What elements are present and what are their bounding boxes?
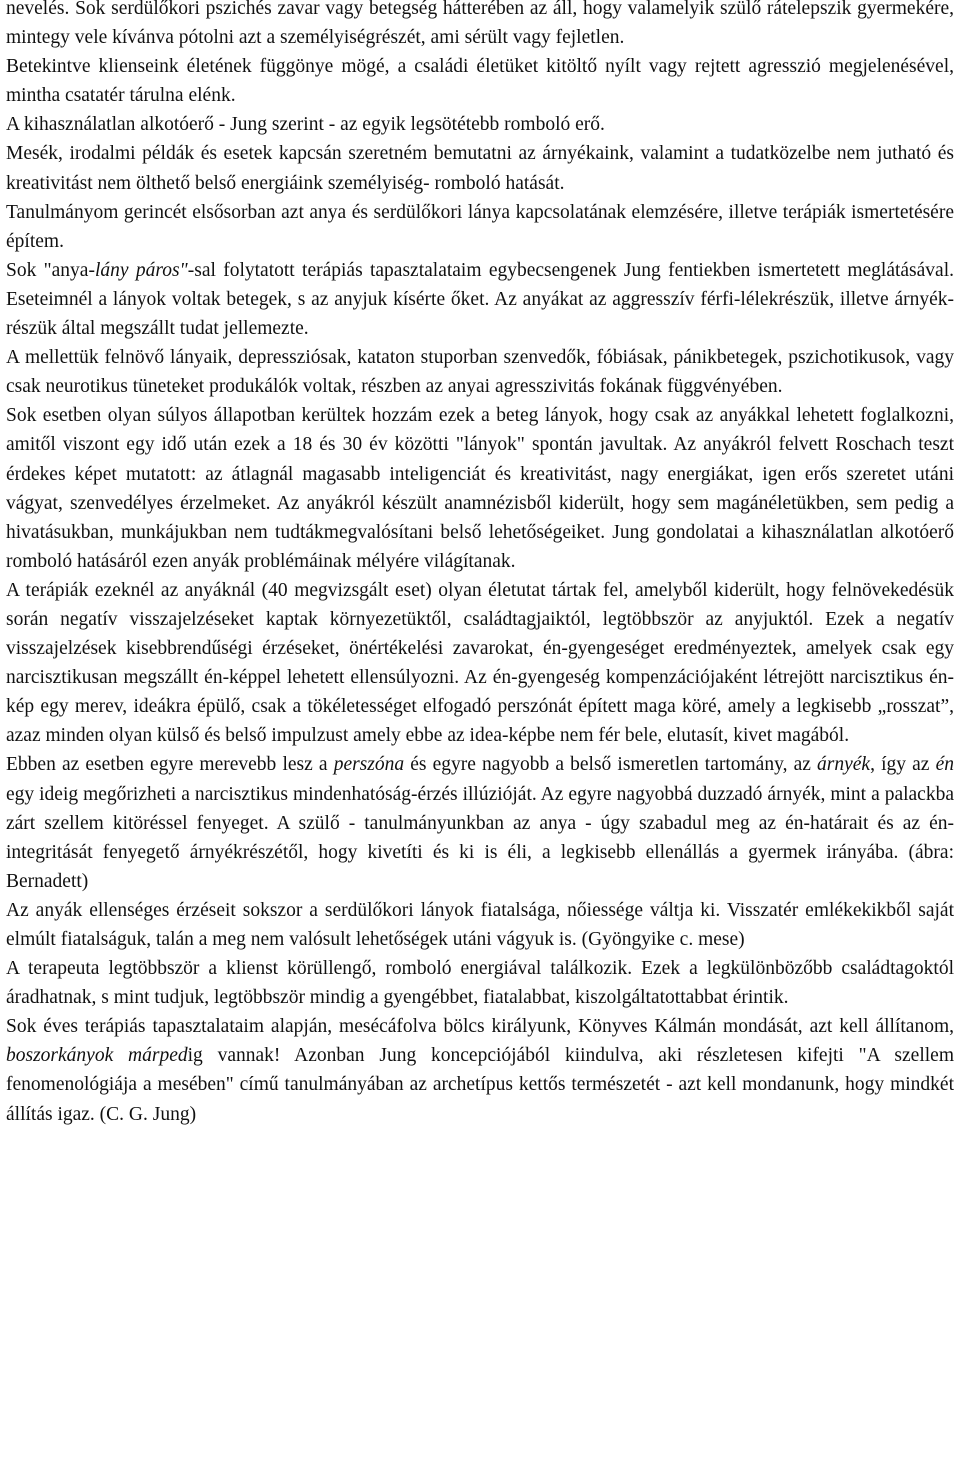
paragraph-6-text: Sok "anya- bbox=[6, 259, 95, 281]
paragraph-10-text-e: , így az bbox=[870, 754, 936, 776]
paragraph-8: Sok esetben olyan súlyos állapotban kerültek hozzám ezek a beteg lányok, hogy csak az anyákkal lehetett foglalkozni, amitől viszont egy idő után ezek a 18 és 30 év közötti "lányok" spontán javultak. Az anyákról felvett Roschach teszt érdekes képet mutatott: az átlagnál magasabb inteligenciát és kreativitást, nagy energiákat, igen erős szeretet utáni vágyat, szenvedélyes érzelmeket. Az anyákról készült anamnézisből kiderült, hogy sem magánéletükben, sem pedig a hivatásukban, munkájukban nem tudtákmegvalósítani belső lehetőségeiket. Jung gondolatai a kihasználatlan alkotóerő romboló hatásáról ezen anyák problémáinak mélyére világítanak. bbox=[6, 405, 954, 572]
paragraph-13-italic: boszorkányok márped bbox=[6, 1045, 188, 1067]
paragraph-4: Mesék, irodalmi példák és esetek kapcsán szeretném bemutatni az árnyékaink, valamint a tudatközelbe nem jutható és kreativitást nem ölthető belső energiáink személyiség- romboló hatását. bbox=[6, 143, 954, 194]
paragraph-10-italic-en: én bbox=[935, 754, 955, 776]
paragraph-3: A kihasználatlan alkotóerő - Jung szerint - az egyik legsötétebb romboló erő. bbox=[6, 114, 605, 136]
paragraph-13-text-c: ig vannak! Azonban Jung koncepciójából kiindulva, aki részletesen kifejti "A szellem fenomenológiája a mesében" című tanulmányában az archetípus kettős természetét - azt kell mondanunk, hogy mindkét állítás igaz. (C. G. Jung) bbox=[6, 1045, 954, 1125]
paragraph-13-text-a: Sok éves terápiás tapasztalataim alapján, mesécáfolva bölcs királyunk, Könyves Kálmán mondását, azt kell állítanom, bbox=[6, 1016, 954, 1038]
paragraph-10 bbox=[6, 750, 954, 895]
paragraph-10-text-c: és egyre nagyobb a belső ismeretlen tartomány, az bbox=[404, 754, 818, 776]
document-page bbox=[6, 0, 954, 1129]
paragraph-6-text-rest: -sal folytatott terápiás tapasztalataim egybecsengenek Jung fentiekben ismertetett meglátásával. Eseteimnél a lányok voltak betegek, s az anyjuk kísérte őket. Az anyákat az aggresszív férfi-lélekrészük, illetve árnyék-részük által megszállt tudat jellemezte. bbox=[6, 259, 954, 340]
paragraph-9: A terápiák ezeknél az anyáknál (40 megvizsgált eset) olyan életutat tártak fel, amelyből kiderült, hogy felnövekedésük során negatív visszajelzéseket kaptak környezetüktől, családtagjaiktól, legtöbbször az anyjuktól. Ezek a negatív visszajelzések kisebbrendűségi érzéseket, önértékelési zavarokat, én-gyengeséget eredményeztek, amelyek csak egy narcisztikusan megszállt én-képpel lehetett ellensúlyozni. Az én-gyengeség kompenzációjaként létrejött narcisztikus én-kép egy merev, ideákra épülő, csak a tökéletességet elfogadó perszónát épített maga köré, amely a legkisebb „rosszat”, azaz minden olyan külső és belső impulzust amely ebbe az idea-képbe nem fér bele, elutasít, kivet magából. bbox=[6, 579, 954, 747]
paragraph-6-italic: lány páros" bbox=[94, 259, 188, 281]
paragraph-5: Tanulmányom gerincét elsősorban azt anya és serdülőkori lánya kapcsolatának elemzésére, illetve terápiák ismertetésére építem. bbox=[6, 201, 954, 252]
paragraph-10-italic-arnyek: árnyék bbox=[817, 754, 871, 776]
paragraph-7: A mellettük felnövő lányaik, depressziósak, kataton stuporban szenvedők, fóbiásak, pánikbetegek, pszichotikusok, vagy csak neurotikus tüneteket produkálók voltak, részben az anyai agresszivitás fokának függvényében. bbox=[6, 347, 954, 398]
paragraph-10-italic-persona: perszóna bbox=[333, 754, 405, 776]
paragraph-13 bbox=[6, 1012, 954, 1128]
paragraph-10-text-g: egy ideig megőrizheti a narcisztikus mindenhatóság-érzés illúzióját. Az egyre nagyobbá duzzadó árnyék, mint a palackba zárt szellem kitöréssel fenyeget. A szülő - tanulmányunkban az anya - úgy szabadul meg az én-határait és az én-integritását fenyegető árnyékrészétől, hogy kivetíti és ki is éli, a legkisebb ellenállás a gyermek irányába. (ábra: Bernadett) bbox=[6, 783, 954, 892]
paragraph-2: Betekintve klienseink életének függönye mögé, a családi életüket kitöltő nyílt vagy rejtett agresszió megjelenésével, mintha csatatér tárulna elénk. bbox=[6, 56, 954, 107]
paragraph-1: nevelés. Sok serdülőkori pszichés zavar vagy betegség hátterében az áll, hogy valamelyik szülő rátelepszik gyermekére, mintegy vele kívánva pótolni azt a személyiségrészét, ami sérült vagy fejletlen. bbox=[6, 0, 954, 49]
paragraph-6 bbox=[6, 256, 954, 343]
paragraph-10-text-a: Ebben az esetben egyre merevebb lesz a bbox=[6, 754, 334, 776]
paragraph-12: A terapeuta legtöbbször a klienst körüllengő, romboló energiával találkozik. Ezek a legkülönbözőbb családtagoktól áradhatnak, s mint tudjuk, legtöbbször mindig a gyengébbet, fiatalabbat, kiszolgáltatottabbat érintik. bbox=[6, 958, 954, 1009]
paragraph-11: Az anyák ellenséges érzéseit sokszor a serdülőkori lányok fiatalsága, nőiessége váltja ki. Visszatér emlékekikből saját elmúlt fiatalságuk, talán a meg nem valósult lehetőségek utáni vágyuk is. (Gyöngyike c. mese) bbox=[6, 899, 954, 950]
